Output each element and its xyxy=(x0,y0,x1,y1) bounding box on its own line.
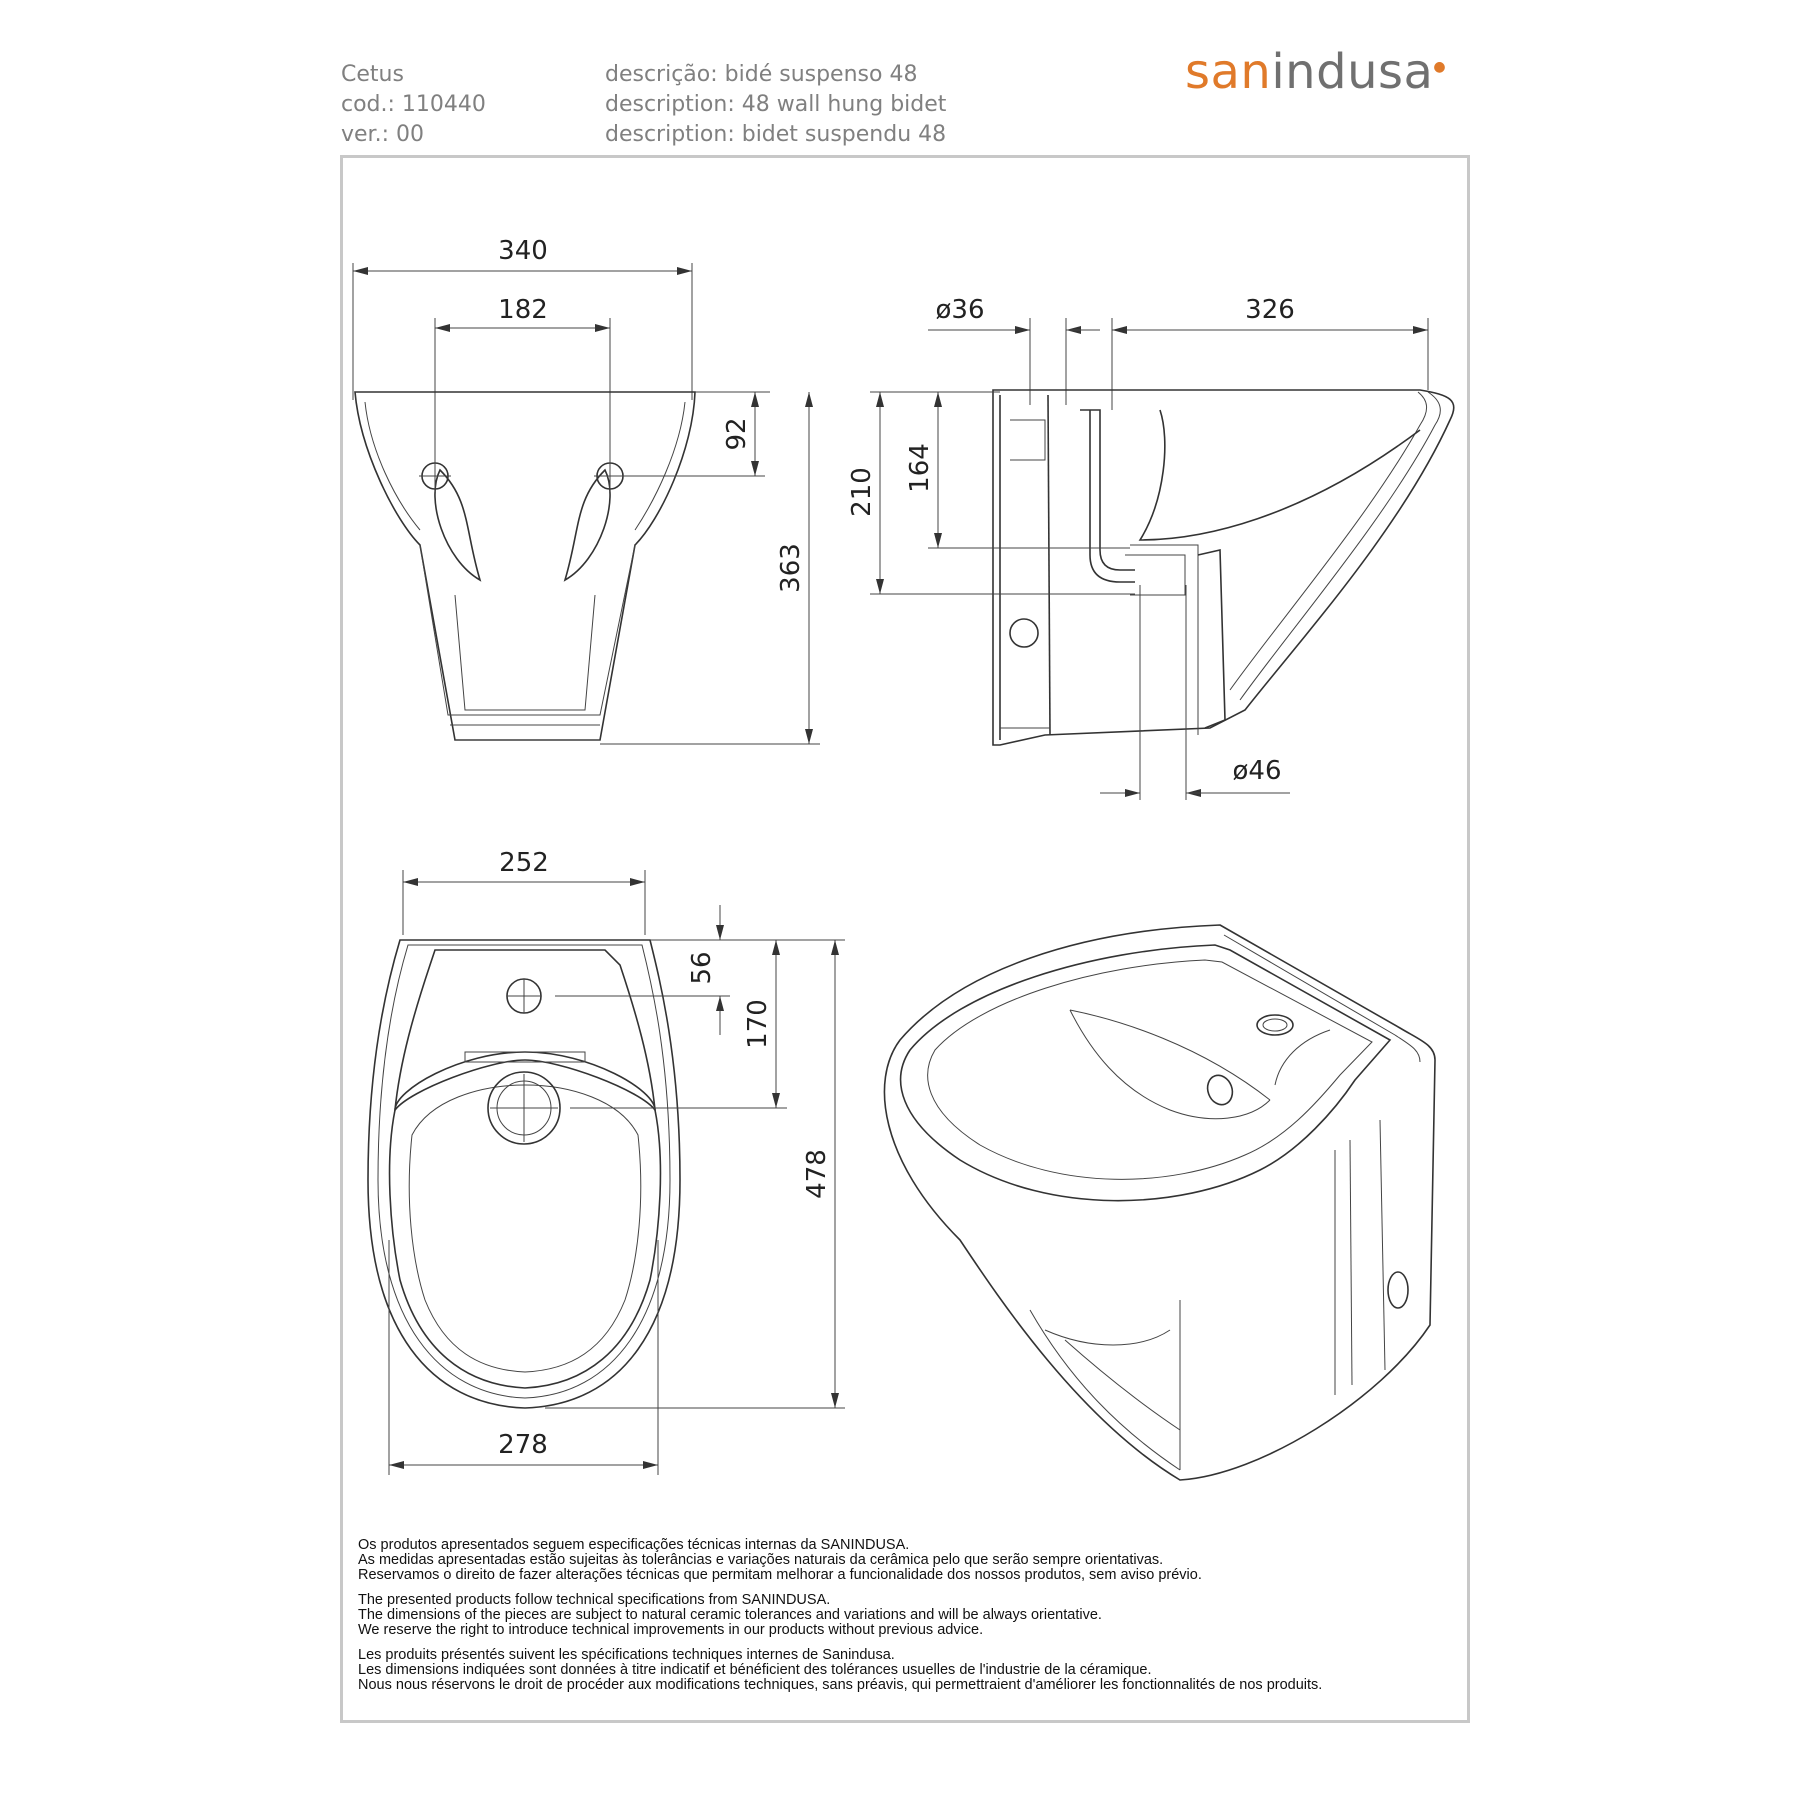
disclaimer-pt-line: Os produtos apresentados seguem especificações técnicas internas da SANINDUSA. xyxy=(358,1537,910,1553)
dim-top-hole-offset: 56 xyxy=(687,951,717,985)
dim-top-drain-offset: 170 xyxy=(743,999,773,1049)
product-version: ver.: 00 xyxy=(341,122,424,147)
disclaimer-fr-line: Les produits présentés suivent les spécifications techniques internes de Sanindusa. xyxy=(358,1647,895,1663)
disclaimer-en-line: The dimensions of the pieces are subject to natural ceramic tolerances and variations and will be always orientative. xyxy=(358,1607,1102,1623)
description-fr: description: bidet suspendu 48 xyxy=(605,122,947,147)
disclaimer-en-line: The presented products follow technical specifications from SANINDUSA. xyxy=(358,1592,831,1608)
dim-side-depth: 326 xyxy=(1245,295,1295,325)
dim-side-outlet-dia: ø46 xyxy=(1232,756,1282,786)
top-view xyxy=(368,848,845,1475)
product-code: cod.: 110440 xyxy=(341,92,486,117)
disclaimer-pt-line: As medidas apresentadas estão sujeitas às tolerâncias e variações naturais da cerâmica pelo que serão sempre orientativas. xyxy=(358,1552,1164,1568)
side-view xyxy=(847,295,1454,800)
dim-front-hole-height: 92 xyxy=(722,417,752,451)
dim-side-pipe-dia: ø36 xyxy=(935,295,985,325)
perspective-view xyxy=(884,925,1435,1480)
dim-side-height: 210 xyxy=(847,467,877,517)
description-pt: descrição: bidé suspenso 48 xyxy=(605,62,918,87)
disclaimer-pt-line: Reservamos o direito de fazer alterações técnicas que permitam melhorar a funcionalidade dos nossos produtos, sem aviso prévio. xyxy=(358,1567,1202,1583)
product-name: Cetus xyxy=(341,62,404,87)
logo-mark-icon: ● xyxy=(1433,59,1447,75)
dim-front-height: 363 xyxy=(776,543,806,593)
front-view xyxy=(353,236,820,744)
logo-accent: san xyxy=(1185,44,1272,100)
description-en: description: 48 wall hung bidet xyxy=(605,92,947,117)
disclaimer-en-line: We reserve the right to introduce technical improvements in our products without previous advice. xyxy=(358,1622,984,1638)
dim-side-inlet-height: 164 xyxy=(905,443,935,493)
dim-top-length: 478 xyxy=(802,1149,832,1199)
logo-rest: indusa xyxy=(1271,44,1434,100)
dim-top-back-width: 252 xyxy=(499,848,549,878)
dim-front-holes: 182 xyxy=(498,295,548,325)
disclaimer-fr xyxy=(358,1648,1458,1693)
dim-front-width: 340 xyxy=(498,236,548,266)
disclaimer-fr-line: Les dimensions indiquées sont données à titre indicatif et bénéficient des tolérances usuelles de l'industrie de la céramique. xyxy=(358,1662,1152,1678)
dim-top-front-width: 278 xyxy=(498,1430,548,1460)
disclaimer-pt xyxy=(358,1538,1458,1583)
disclaimer-fr-line: Nous nous réservons le droit de procéder aux modifications techniques, sans préavis, qui permettraient d'améliorer les fonctionnalités de nos produits. xyxy=(358,1677,1323,1693)
disclaimer-en xyxy=(358,1593,1458,1638)
disclaimer-text xyxy=(358,1538,1458,1703)
